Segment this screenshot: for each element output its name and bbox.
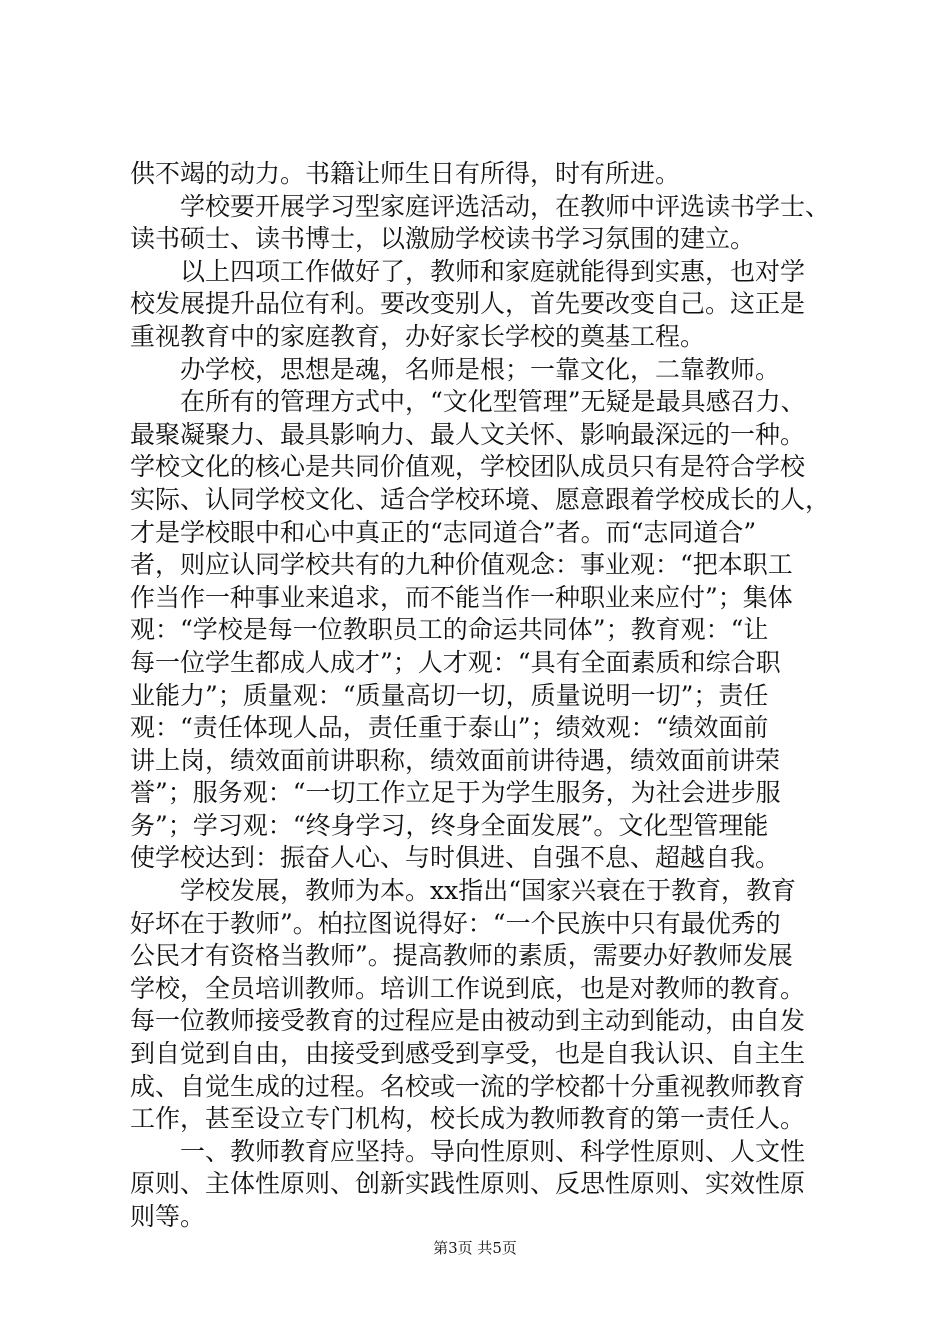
text-line: 学校，全员培训教师。培训工作说到底，也是对教师的教育。: [130, 973, 806, 1003]
text-line: 每一位教师接受教育的过程应是由被动到主动到能动，由自发: [130, 1006, 806, 1036]
text-line: 作当作一种事业来追求，而不能当作一种职业来应付”；集体: [130, 582, 793, 612]
text-line: 到自觉到自由，由接受到感受到享受，也是自我认识、自主生: [130, 1039, 806, 1069]
text-line: 好坏在于教师”。柏拉图说得好：“一个民族中只有最优秀的: [130, 908, 781, 938]
text-line: 一、教师教育应坚持。导向性原则、科学性原则、人文性: [180, 1136, 806, 1166]
text-line: 公民才有资格当教师”。提高教师的素质，需要办好教师发展: [130, 941, 793, 971]
text-line: 使学校达到：振奋人心、与时俱进、自强不息、超越自我。: [130, 843, 781, 873]
page-footer: 第3页 共5页: [433, 1239, 517, 1257]
text-line: 供不竭的动力。书籍让师生日有所得，时有所进。: [130, 159, 681, 188]
text-line: 观：“责任体现人品，责任重于泰山”；绩效观：“绩效面前: [130, 713, 769, 743]
text-line: 读书硕士、读书博士，以激励学校读书学习氛围的建立。: [130, 224, 756, 254]
text-line: 学校要开展学习型家庭评选活动，在教师中评选读书学士、: [180, 191, 830, 221]
text-line: 讲上岗，绩效面前讲职称，绩效面前讲待遇，绩效面前讲荣: [130, 745, 781, 775]
text-line: 最聚凝聚力、最具影响力、最人文关怀、影响最深远的一种。: [130, 419, 806, 449]
text-line: 则等。: [130, 1202, 206, 1231]
text-line: 学校文化的核心是共同价值观，学校团队成员只有是符合学校: [130, 452, 806, 482]
text-line: 校发展提升品位有利。要改变别人，首先要改变自己。这正是: [130, 289, 806, 319]
text-line: 业能力”；质量观：“质量高切一切，质量说明一切”；责任: [130, 680, 769, 710]
text-line: 重视教育中的家庭教育，办好家长学校的奠基工程。: [130, 321, 706, 351]
text-line: 每一位学生都成人成才”；人才观：“具有全面素质和综合职: [130, 647, 781, 677]
text-line: 者，则应认同学校共有的九种价值观念：事业观：“把本职工: [130, 550, 793, 580]
text-line: 在所有的管理方式中，“文化型管理”无疑是最具感召力、: [180, 387, 806, 417]
text-line: 原则、主体性原则、创新实践性原则、反思性原则、实效性原: [130, 1169, 806, 1199]
text-line: 观：“学校是每一位教职员工的命运共同体”；教育观：“让: [130, 615, 769, 645]
text-line: 成、自觉生成的过程。名校或一流的学校都十分重视教师教育: [130, 1071, 806, 1101]
text-line: 学校发展，教师为本。xx指出“国家兴衰在于教育，教育: [180, 876, 796, 906]
text-line: 誉”；服务观：“一切工作立足于为学生服务，为社会进步服: [130, 778, 781, 808]
text-line: 才是学校眼中和心中真正的“志同道合”者。而“志同道合”: [130, 517, 757, 547]
text-line: 工作，甚至设立专门机构，校长成为教师教育的第一责任人。: [130, 1104, 806, 1134]
text-line: 务”；学习观：“终身学习，终身全面发展”。文化型管理能: [130, 810, 769, 840]
text-line: 实际、认同学校文化、适合学校环境、愿意跟着学校成长的人，: [130, 484, 830, 514]
text-line: 办学校，思想是魂，名师是根；一靠文化，二靠教师。: [180, 354, 781, 384]
body-text: [130, 158, 830, 1234]
text-line: 以上四项工作做好了，教师和家庭就能得到实惠，也对学: [180, 256, 806, 286]
